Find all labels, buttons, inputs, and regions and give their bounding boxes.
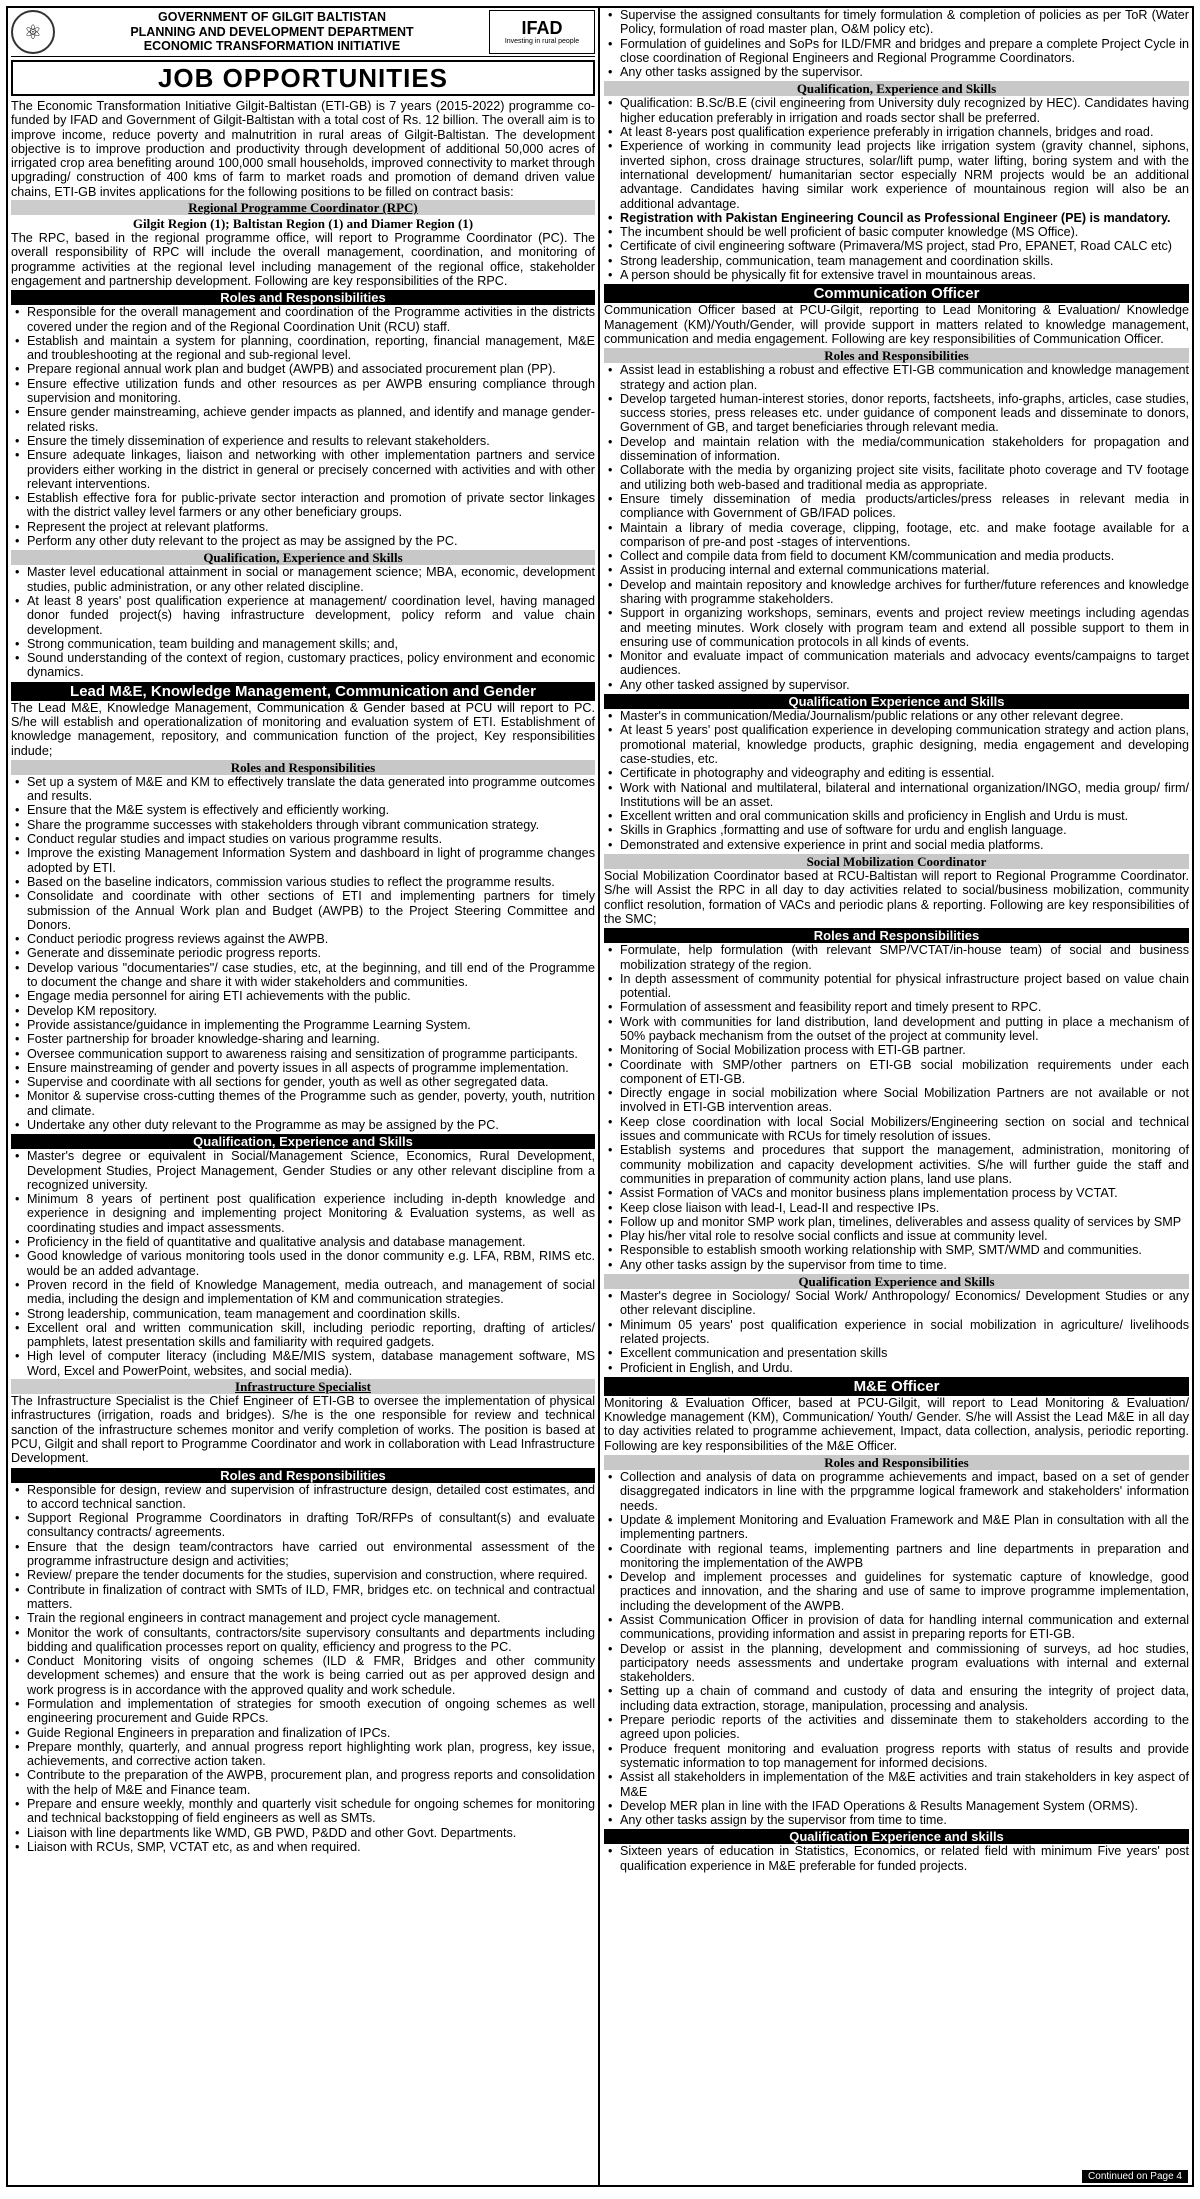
list-item: • Sixteen years of education in Statistics, Economics, or related field with minimum Five years' post qualification experience in M&E preferable for funded projects. <box>620 1844 1189 1873</box>
list-item: • Support Regional Programme Coordinators in drafting ToR/RFPs of consultant(s) and evaluate consultancy contracts/ agreements. <box>27 1511 595 1540</box>
list-item: • Foster partnership for broader knowledge-sharing and learning. <box>27 1032 595 1046</box>
list-item: • Oversee communication support to awareness raising and sensitization of programme participants. <box>27 1047 595 1061</box>
list-item: • Play his/her vital role to resolve social conflicts and issue at community level. <box>620 1229 1189 1243</box>
list-item: • Ensure mainstreaming of gender and poverty issues in all aspects of programme implementation. <box>27 1061 595 1075</box>
infra-description: The Infrastructure Specialist is the Chief Engineer of ETI-GB to oversee the implementation of physical infrastructures (irrigation, roads and bridges). S/he is the one responsible for review and technical sanction of the infrastructure schemes monitor and verify completion of works. The position is based at PCU, Gilgit and shall report to Programme Coordinator and work in collaboration with Lead Infrastructure Development. <box>11 1394 595 1466</box>
list-item: • Demonstrated and extensive experience in print and social media platforms. <box>620 838 1189 852</box>
infra-roles-list <box>11 1483 595 1855</box>
list-item: • Follow up and monitor SMP work plan, timelines, deliverables and assess quality of services by SMP <box>620 1215 1189 1229</box>
lead-me-roles-heading: Roles and Responsibilities <box>11 760 595 775</box>
header-line-3: ECONOMIC TRANSFORMATION INITIATIVE <box>143 39 401 54</box>
list-item: • Prepare monthly, quarterly, and annual progress report highlighting work plan, progress, key issue, achievements, and corrective action taken. <box>27 1740 595 1769</box>
list-item: • Ensure gender mainstreaming, achieve gender impacts as planned, and identify and manage gender-related risks. <box>27 405 595 434</box>
list-item: • Supervise the assigned consultants for timely formulation & completion of policies as per ToR (Water Policy, formulation of road master plan, O&M policy etc). <box>620 8 1189 37</box>
smc-qual-heading: Qualification Experience and Skills <box>604 1274 1189 1289</box>
list-item: • Establish effective fora for public-private sector interaction and promotion of private sector linkages with the district valley level farmers or any other beneficiary groups. <box>27 491 595 520</box>
list-item: • The incumbent should be well proficient of basic computer knowledge (MS Office). <box>620 225 1189 239</box>
list-item: • Strong leadership, communication, team management and coordination skills. <box>27 1307 595 1321</box>
list-item: • Registration with Pakistan Engineering Council as Professional Engineer (PE) is mandatory. <box>620 211 1189 225</box>
infra-roles-heading: Roles and Responsibilities <box>11 1468 595 1483</box>
list-item: • Develop and maintain repository and knowledge archives for further/future references and knowledge sharing with programme stakeholders. <box>620 578 1189 607</box>
list-item: • Coordinate with regional teams, implementing partners and line departments in preparation and monitoring the implementation of the AWPB <box>620 1542 1189 1571</box>
list-item: • At least 8 years' post qualification experience at management/ coordination level, having managed donor funded project(s) having infrastructure development, policy reform and value chain development. <box>27 594 595 637</box>
list-item: • Represent the project at relevant platforms. <box>27 520 595 534</box>
list-item: • Review/ prepare the tender documents for the studies, supervision and construction, where required. <box>27 1568 595 1582</box>
list-item: • Assist lead in establishing a robust and effective ETI-GB communication and knowledge management strategy and action plan. <box>620 363 1189 392</box>
list-item: • Qualification: B.Sc/B.E (civil engineering from University duly recognized by HEC). Candidates having higher education preferably in irrigation and roads sector shall be preferred. <box>620 96 1189 125</box>
intro-paragraph: The Economic Transformation Initiative Gilgit-Baltistan (ETI-GB) is 7 years (2015-2022) programme co-funded by IFAD and Government of Gilgit-Baltistan with a total cost of Rs. 12 billion. The overall aim is to improve income, reduce poverty and malnutrition in rural areas of Gilgit-Baltistan. The development objective is to improve production and productivity through development of additional 50,000 acres of irrigated crop area benefiting around 100,000 small households, improved connectivity to market through upgrading/ construction of 400 kms of farm to market roads and promotion of demand driven value chains, ETI-GB invites applications for the following positions to be filled on contract basis: <box>11 99 595 199</box>
list-item: • Contribute to the preparation of the AWPB, procurement plan, and progress reports and consolidation with the help of M&E and Finance team. <box>27 1768 595 1797</box>
list-item: • Directly engage in social mobilization where Social Mobilization Partners are not available or not involved in ETI-GB intervention areas. <box>620 1086 1189 1115</box>
list-item: • High level of computer literacy (including M&E/MIS system, database management software, MS Word, Excel and PowerPoint, websites, and social media). <box>27 1349 595 1378</box>
list-item: • Perform any other duty relevant to the project as may be assigned by the PC. <box>27 534 595 548</box>
list-item: • Any other tasks assign by the supervisor from time to time. <box>620 1258 1189 1272</box>
lead-me-qual-heading: Qualification, Experience and Skills <box>11 1134 595 1149</box>
list-item: • Prepare periodic reports of the activities and disseminate them to stakeholders according to the agreed upon policies. <box>620 1713 1189 1742</box>
list-item: • Formulation and implementation of strategies for smooth execution of ongoing schemes as well engineering procurement and Guide RPCs. <box>27 1697 595 1726</box>
rpc-qual-list <box>11 565 595 679</box>
rpc-regions: Gilgit Region (1); Baltistan Region (1) and Diamer Region (1) <box>11 216 595 231</box>
list-item: • Assist all stakeholders in implementation of the M&E activities and train stakeholders in key aspect of M&E <box>620 1770 1189 1799</box>
meo-qual-list <box>604 1844 1189 1873</box>
infra-roles-continued-list <box>604 8 1189 79</box>
list-item: • Collaborate with the media by organizing project site visits, facilitate photo coverage and TV footage and utilizing both web-based and traditional media as appropriate. <box>620 463 1189 492</box>
header-line-1: GOVERNMENT OF GILGIT BALTISTAN <box>158 10 386 25</box>
lead-me-qual-list <box>11 1149 595 1378</box>
header-text <box>55 10 489 54</box>
list-item: • Proficient in English, and Urdu. <box>620 1361 1189 1375</box>
list-item: • Liaison with line departments like WMD, GB PWD, P&DD and other Govt. Departments. <box>27 1826 595 1840</box>
list-item: • Contribute in finalization of contract with SMTs of ILD, FMR, bridges etc. on technical and contractual matters. <box>27 1583 595 1612</box>
ifad-logo <box>489 10 595 54</box>
list-item: • Conduct Monitoring visits of ongoing schemes (ILD & FMR, Bridges and other community development schemes) and ensure that the work is being carried out as per approved design and work progress is in accordance with the approved quality and work schedule. <box>27 1654 595 1697</box>
list-item: • Ensure effective utilization funds and other resources as per AWPB ensuring compliance through supervision and monitoring. <box>27 377 595 406</box>
list-item: • Develop various "documentaries"/ case studies, etc, at the beginning, and till end of the Programme to document the change and share it with wider stakeholders and communities. <box>27 961 595 990</box>
list-item: • Setting up a chain of command and custody of data and ensuring the integrity of project data, including data extraction, storage, manipulation, processing and analysis. <box>620 1684 1189 1713</box>
list-item: • Share the programme successes with stakeholders through vibrant communication strategy. <box>27 818 595 832</box>
list-item: • Improve the existing Management Information System and dashboard in light of programme changes adopted by ETI. <box>27 846 595 875</box>
list-item: • Ensure timely dissemination of media products/articles/press releases in relevant media in compliance with Government of GB/IFAD polices. <box>620 492 1189 521</box>
list-item: • Assist Formation of VACs and monitor business plans implementation process by VCTAT. <box>620 1186 1189 1200</box>
comm-qual-heading: Qualification Experience and Skills <box>604 694 1189 709</box>
list-item: • Master's degree in Sociology/ Social Work/ Anthropology/ Economics/ Development Studies or any other relevant discipline. <box>620 1289 1189 1318</box>
list-item: • Prepare and ensure weekly, monthly and quarterly visit schedule for ongoing schemes for monitoring and technical backstopping of field engineers as well as SMTs. <box>27 1797 595 1826</box>
list-item: • Excellent written and oral communication skills and proficiency in English and Urdu is must. <box>620 809 1189 823</box>
rpc-roles-list <box>11 305 595 548</box>
list-item: • Master's degree or equivalent in Social/Management Science, Economics, Rural Development, Development Studies, Project Management, Gender Studies or any other relevant discipline from a recognized university. <box>27 1149 595 1192</box>
list-item: • Train the regional engineers in contract management and project cycle management. <box>27 1611 595 1625</box>
list-item: • Proven record in the field of Knowledge Management, media outreach, and management of social media, including the design and implementation of KM and communication strategies. <box>27 1278 595 1307</box>
list-item: • Ensure that the design team/contractors have carried out environmental assessment of the programme infrastructure design and activities; <box>27 1540 595 1569</box>
smc-title: Social Mobilization Coordinator <box>604 854 1189 869</box>
list-item: • Master's in communication/Media/Journalism/public relations or any other relevant degree. <box>620 709 1189 723</box>
list-item: • Collect and compile data from field to document KM/communication and media products. <box>620 549 1189 563</box>
list-item: • Support in organizing workshops, seminars, events and project review meetings including agendas and meeting minutes. Work closely with program team and extend all possible support to them in ensuring use of communication protocols in all kinds of events. <box>620 606 1189 649</box>
list-item: • Responsible to establish smooth working relationship with SMP, SMT/WMD and communities. <box>620 1243 1189 1257</box>
list-item: • Conduct regular studies and impact studies on various programme results. <box>27 832 595 846</box>
list-item: • Monitoring of Social Mobilization process with ETI-GB partner. <box>620 1043 1189 1057</box>
list-item: • Monitor & supervise cross-cutting themes of the Programme such as gender, poverty, youth, nutrition and climate. <box>27 1089 595 1118</box>
list-item: • Assist Communication Officer in provision of data for handling internal communication and external communications, providing information and assist in preparing reports for ETI-GB. <box>620 1613 1189 1642</box>
list-item: • Master level educational attainment in social or management science; MBA, economic, development studies, public administration, or any other related discipline. <box>27 565 595 594</box>
lead-me-description: The Lead M&E, Knowledge Management, Communication & Gender based at PCU will report to PC. S/he will establish and operationalization of monitoring and evaluation system of ETI. Establishment of knowledge management, repository, and communication function of the project, Key responsibilities indude; <box>11 700 595 758</box>
meo-title: M&E Officer <box>604 1377 1189 1396</box>
lead-me-title: Lead M&E, Knowledge Management, Communication and Gender <box>11 682 595 701</box>
list-item: • Prepare regional annual work plan and budget (AWPB) and associated procurement plan (PP). <box>27 362 595 376</box>
list-item: • Collection and analysis of data on programme achievements and impact, based on a set of gender disaggregated indicators in line with the prpgramme logical framework and stakeholders' information needs. <box>620 1470 1189 1513</box>
rpc-roles-heading: Roles and Responsibilities <box>11 290 595 305</box>
list-item: • Formulation of assessment and feasibility report and timely present to RPC. <box>620 1000 1189 1014</box>
list-item: • Any other tasked assigned by supervisor. <box>620 678 1189 692</box>
list-item: • Ensure the timely dissemination of experience and results to relevant stakeholders. <box>27 434 595 448</box>
infra-qual-list <box>604 96 1189 282</box>
list-item: • Develop KM repository. <box>27 1004 595 1018</box>
list-item: • Develop and implement processes and guidelines for systematic capture of knowledge, good practices and innovation, and the sharing and use of same to improve programme implementation, including the development of the AWPB. <box>620 1570 1189 1613</box>
list-item: • Establish and maintain a system for planning, coordination, reporting, financial management, M&E and troubleshooting at the regional and sub-regional level. <box>27 334 595 363</box>
list-item: • Set up a system of M&E and KM to effectively translate the data generated into programme outcomes and results. <box>27 775 595 804</box>
left-column <box>8 8 600 2185</box>
list-item: • Keep close coordination with local Social Mobilizers/Engineering section on social and technical issues and communicate with RCUs for timely resolution of issues. <box>620 1115 1189 1144</box>
ifad-logo-tagline: Investing in rural people <box>504 37 580 45</box>
list-item: • Ensure that the M&E system is effectively and efficiently working. <box>27 803 595 817</box>
comm-roles-heading: Roles and Responsibilities <box>604 348 1189 363</box>
comm-roles-list <box>604 363 1189 692</box>
header-line-2: PLANNING AND DEVELOPMENT DEPARTMENT <box>130 24 414 39</box>
meo-roles-heading: Roles and Responsibilities <box>604 1455 1189 1470</box>
smc-roles-heading: Roles and Responsibilities <box>604 928 1189 943</box>
rpc-title: Regional Programme Coordinator (RPC) <box>11 200 595 215</box>
list-item: • Establish systems and procedures that support the management, administration, monitoring of community mobilization and capacity development activities. S/he will further guide the staff and communities in preparation of community action plans, land use plans. <box>620 1143 1189 1186</box>
list-item: • Guide Regional Engineers in preparation and finalization of IPCs. <box>27 1726 595 1740</box>
list-item: • Minimum 05 years' post qualification experience in social mobilization in agriculture/ livelihoods related projects. <box>620 1318 1189 1347</box>
list-item: • Responsible for design, review and supervision of infrastructure design, detailed cost estimates, and to accord technical sanction. <box>27 1483 595 1512</box>
list-item: • Consolidate and coordinate with other sections of ETI and implementing partners for timely submission of the Annual Work plan and Budget (AWPB) to the Project Steering Committee and Donors. <box>27 889 595 932</box>
list-item: • Formulate, help formulation (with relevant SMP/VCTAT/in-house team) of social and business mobilization strategy of the region. <box>620 943 1189 972</box>
list-item: • Based on the baseline indicators, commission various studies to reflect the programme results. <box>27 875 595 889</box>
list-item: • At least 8-years post qualification experience preferably in irrigation channels, bridges and road. <box>620 125 1189 139</box>
header <box>11 8 595 57</box>
government-emblem-icon: ⚛ <box>11 10 55 54</box>
job-advertisement-page <box>6 6 1194 2187</box>
list-item: • Develop or assist in the planning, development and commissioning of surveys, ad hoc studies, participatory needs assessments and undertake program evaluations with internal and external stakeholders. <box>620 1642 1189 1685</box>
list-item: • Formulation of guidelines and SoPs for ILD/FMR and bridges and prepare a complete Project Cycle in close coordination of Regional Engineers and Regional Programme Coordinators. <box>620 37 1189 66</box>
list-item: • Proficiency in the field of quantitative and qualitative analysis and database management. <box>27 1235 595 1249</box>
list-item: • Experience of working in community lead projects like irrigation system (gravity channel, siphons, inverted siphon, cross drainage structures, solar/lift pump, water lifting, boring system and with the international development/ humanitarian sector especially NRM projects would be an additional advantage. Candidates having similar work experience of mountainous region will also be an additional advantage. <box>620 139 1189 210</box>
smc-qual-list <box>604 1289 1189 1375</box>
list-item: • Sound understanding of the context of region, customary practices, policy environment and economic dynamics. <box>27 651 595 680</box>
list-item: • Supervise and coordinate with all sections for gender, youth as well as other segregated data. <box>27 1075 595 1089</box>
list-item: • Undertake any other duty relevant to the Programme as may be assigned by the PC. <box>27 1118 595 1132</box>
ifad-logo-text: IFAD <box>521 17 563 38</box>
list-item: • Strong leadership, communication, team management and coordination skills. <box>620 254 1189 268</box>
list-item: • Work with communities for land distribution, land development and putting in place a mechanism of 50% payback mechanism from the outset of the project at community level. <box>620 1015 1189 1044</box>
list-item: • Monitor the work of consultants, contractors/site supervisory consultants and departments including bidding and qualification processes report on quality, efficiency and progress to the PC. <box>27 1626 595 1655</box>
meo-description: Monitoring & Evaluation Officer, based at PCU-Gilgit, will report to Lead Monitoring & Evaluation/ Knowledge management (KM), Communication/ Youth/ Gender. S/he will Assist the Lead M&E in all day to day activities related to programme achievement, Impact, data collection, analysis, periodic reporting. Following are key responsibilities of the M&E Officer. <box>604 1395 1189 1453</box>
list-item: • Develop MER plan in line with the IFAD Operations & Results Management System (ORMS). <box>620 1799 1189 1813</box>
right-column <box>600 8 1192 2185</box>
list-item: • Monitor and evaluate impact of communication materials and advocacy events/campaigns to target audiences. <box>620 649 1189 678</box>
comm-qual-list <box>604 709 1189 852</box>
list-item: • Good knowledge of various monitoring tools used in the donor community e.g. LFA, RBM, RIMS etc. would be an added advantage. <box>27 1249 595 1278</box>
infra-qual-heading: Qualification, Experience and Skills <box>604 81 1189 96</box>
list-item: • Excellent communication and presentation skills <box>620 1346 1189 1360</box>
list-item: • Update & implement Monitoring and Evaluation Framework and M&E Plan in consultation with all the implementing partners. <box>620 1513 1189 1542</box>
smc-roles-list <box>604 943 1189 1272</box>
list-item: • Certificate of civil engineering software (Primavera/MS project, stad Pro, EPANET, Road CALC etc) <box>620 239 1189 253</box>
list-item: • At least 5 years' post qualification experience in developing communication strategy and action plans, promotional material, knowledge products, graphic designing, media engagement and developing case-studies, etc. <box>620 723 1189 766</box>
comm-description: Communication Officer based at PCU-Gilgit, reporting to Lead Monitoring & Evaluation/ Knowledge Management (KM)/Youth/Gender, will provide support in matters related to knowledge management, communication and media engagement. Following are key responsibilities of Communication Officer. <box>604 303 1189 346</box>
rpc-description: The RPC, based in the regional programme office, will report to Programme Coordinator (PC). The overall responsibility of RPC will include the overall management, coordination, and monitoring of programme activities at the regional level including management of the regional office, stakeholder engagement and partnership development. Following are key responsibilities of the RPC. <box>11 231 595 288</box>
list-item: • Strong communication, team building and management skills; and, <box>27 637 595 651</box>
smc-description: Social Mobilization Coordinator based at RCU-Baltistan will report to Regional Programme Coordinator. S/he will Assist the RPC in all day to day activities related to social/business mobilization, community conflict resolution, formation of VACs and periodic plans & reporting. Following are key responsibilities of the SMC; <box>604 869 1189 926</box>
list-item: • Conduct periodic progress reviews against the AWPB. <box>27 932 595 946</box>
meo-roles-list <box>604 1470 1189 1827</box>
list-item: • Develop and maintain relation with the media/communication stakeholders for propagation and dissemination of information. <box>620 435 1189 464</box>
list-item: • Minimum 8 years of pertinent post qualification experience including in-depth knowledge and experience in designing and implementing project Monitoring & Evaluation systems, as well as coordinating studies and impact assessments. <box>27 1192 595 1235</box>
list-item: • Engage media personnel for airing ETI achievements with the public. <box>27 989 595 1003</box>
list-item: • Responsible for the overall management and coordination of the Programme activities in the districts covered under the region and of the Regional Coordination Unit (RCU) staff. <box>27 305 595 334</box>
continued-note: Continued on Page 4 <box>1082 2170 1188 2183</box>
list-item: • Assist in producing internal and external communications material. <box>620 563 1189 577</box>
list-item: • Skills in Graphics ,formatting and use of software for urdu and english language. <box>620 823 1189 837</box>
rpc-qual-heading: Qualification, Experience and Skills <box>11 550 595 565</box>
infra-title: Infrastructure Specialist <box>11 1379 595 1394</box>
comm-title: Communication Officer <box>604 284 1189 303</box>
list-item: • Keep close liaison with lead-I, Lead-II and respective IPs. <box>620 1201 1189 1215</box>
list-item: • Any other tasks assigned by the supervisor. <box>620 65 1189 79</box>
list-item: • Coordinate with SMP/other partners on ETI-GB social mobilization requirements under each component of ETI-GB. <box>620 1058 1189 1087</box>
page-title: JOB OPPORTUNITIES <box>11 60 595 96</box>
meo-qual-heading: Qualification Experience and skills <box>604 1829 1189 1844</box>
list-item: • Excellent oral and written communication skill, including periodic reporting, drafting of articles/ pamphlets, latest presentation skills and familiarity with required gadgets. <box>27 1321 595 1350</box>
list-item: • Ensure adequate linkages, liaison and networking with other implementation partners and service providers either working in the district in general or precisely concerned with activities and with other relevant interventions. <box>27 448 595 491</box>
list-item: • Provide assistance/guidance in implementing the Programme Learning System. <box>27 1018 595 1032</box>
list-item: • Produce frequent monitoring and evaluation progress reports with status of results and provide systematic information to top management for informed decisions. <box>620 1742 1189 1771</box>
list-item: • Any other tasks assign by the supervisor from time to time. <box>620 1813 1189 1827</box>
list-item: • Liaison with RCUs, SMP, VCTAT etc, as and when required. <box>27 1840 595 1854</box>
lead-me-roles-list <box>11 775 595 1132</box>
list-item: • Certificate in photography and videography and editing is essential. <box>620 766 1189 780</box>
list-item: • Maintain a library of media coverage, clipping, footage, etc. and make footage available for a comparison of pre-and post -stages of interventions. <box>620 521 1189 550</box>
list-item: • A person should be physically fit for extensive travel in mountainous areas. <box>620 268 1189 282</box>
list-item: • In depth assessment of community potential for physical infrastructure project based on value chain potential. <box>620 972 1189 1001</box>
list-item: • Develop targeted human-interest stories, donor reports, factsheets, info-graphs, articles, case studies, success stories, press releases etc. under guidance of component leads and disseminate to donors, Government of GB, and target beneficiaries through relevant media. <box>620 392 1189 435</box>
list-item: • Work with National and multilateral, bilateral and international organization/INGO, media group/ firm/ Institutions will be an asset. <box>620 781 1189 810</box>
list-item: • Generate and disseminate periodic progress reports. <box>27 946 595 960</box>
